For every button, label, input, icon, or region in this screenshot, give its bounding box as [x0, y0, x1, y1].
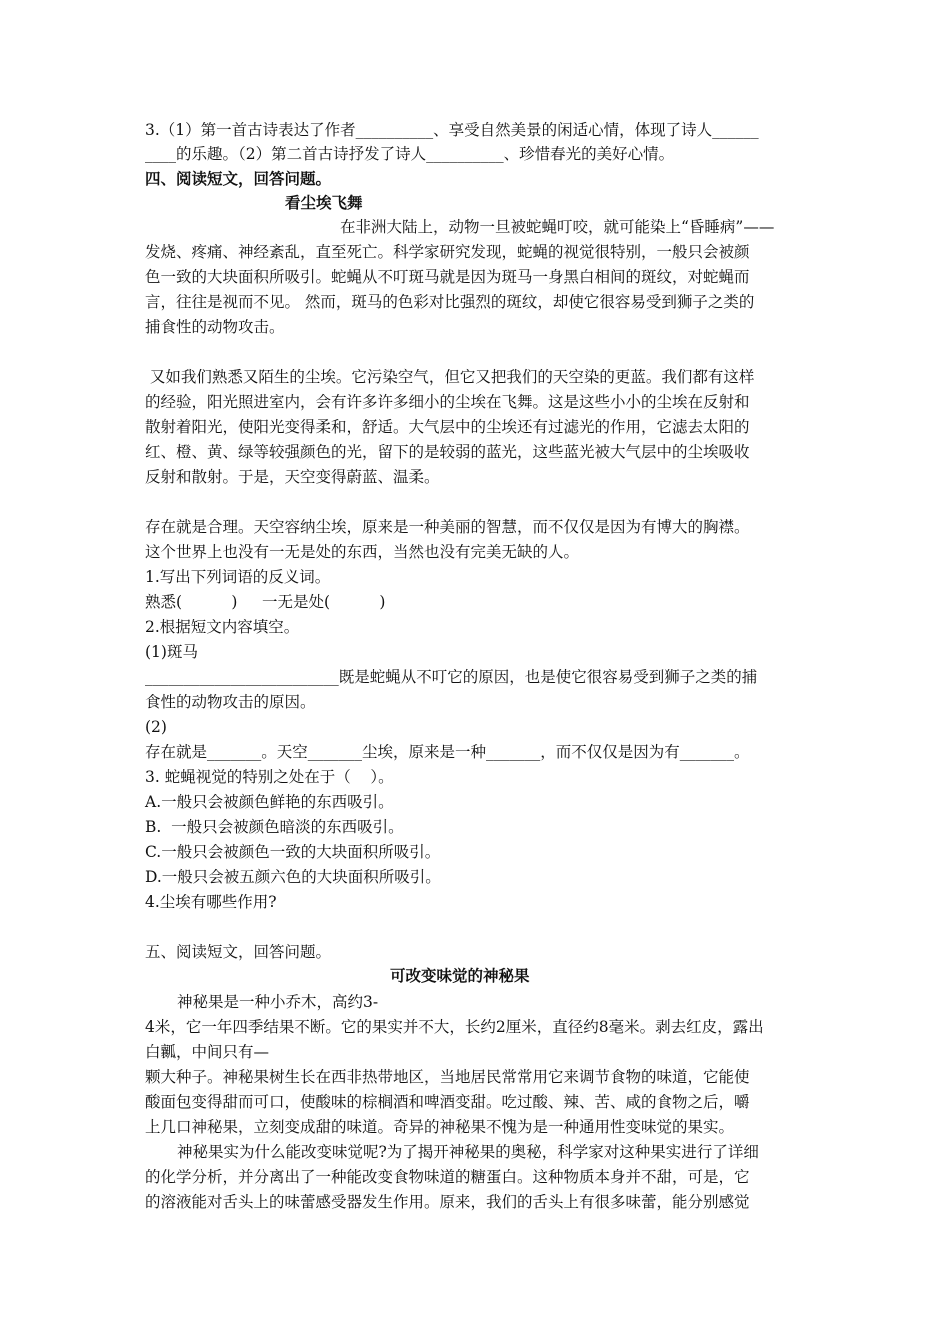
text-line: 神秘果是一种小乔木，高约3- — [177, 993, 379, 1011]
text-line: 4米，它一年四季结果不断。它的果实并不大，长约2厘米，直径约8毫米。剥去红皮，露出 — [145, 1018, 764, 1036]
text-line: 存在就是合理。天空容纳尘埃，原来是一种美丽的智慧，而不仅仅是因为有博大的胸襟。 — [145, 518, 750, 536]
text-line: _________________________既是蛇蝇从不叮它的原因，也是使它很容易受到狮子之类的捕 — [145, 668, 758, 686]
text-line: 白瓤，中间只有— — [145, 1043, 270, 1061]
question-1: 1.写出下列词语的反义词。 — [145, 568, 331, 586]
text-line: 存在就是_______。天空_______尘埃，原来是一种_______，而不仅仅是因为有_______。 — [145, 743, 750, 761]
passage-title: 看尘埃飞舞 — [285, 194, 363, 212]
text-line: 色一致的大块面积所吸引。蛇蝇从不叮斑马就是因为斑马一身黑白相间的斑纹，对蛇蝇而 — [145, 268, 750, 286]
passage-title: 可改变味觉的神秘果 — [390, 967, 530, 985]
text-line: 的经验，阳光照进室内，会有许多许多细小的尘埃在飞舞。这是这些小小的尘埃在反射和 — [145, 393, 750, 411]
text-line: 酸面包变得甜而可口，使酸味的棕榈酒和啤酒变甜。吃过酸、辣、苦、咸的食物之后，嚼 — [145, 1093, 750, 1111]
text-line: 上几口神秘果，立刻变成甜的味道。奇异的神秘果不愧为是一种通用性变味觉的果实。 — [145, 1118, 735, 1136]
text-line: 3.（1）第一首古诗表达了作者__________、享受自然美景的闲适心情，体现了诗人______ — [145, 121, 759, 139]
text-line: 散射着阳光，使阳光变得柔和，舒适。大气层中的尘埃还有过滤光的作用，它滤去太阳的 — [145, 418, 750, 436]
text-line: 又如我们熟悉又陌生的尘埃。它污染空气，但它又把我们的天空染的更蓝。我们都有这样 — [145, 368, 755, 386]
text-line: 这个世界上也没有一无是处的东西，当然也没有完美无缺的人。 — [145, 543, 580, 561]
text-line: 在非洲大陆上，动物一旦被蛇蝇叮咬，就可能染上“昏睡病”—— — [340, 218, 775, 236]
text-line: 红、橙、黄、绿等较强颜色的光，留下的是较弱的蓝光，这些蓝光被大气层中的尘埃吸收 — [145, 443, 750, 461]
section-heading: 四、阅读短文，回答问题。 — [145, 169, 332, 188]
text-line: 食性的动物攻击的原因。 — [145, 693, 316, 711]
answer-blanks: 熟悉( ) 一无是处( ) — [145, 593, 386, 611]
question-4: 4.尘埃有哪些作用? — [145, 893, 277, 911]
text-line: 捕食性的动物攻击。 — [145, 318, 285, 336]
question-2: 2.根据短文内容填空。 — [145, 618, 300, 636]
option-a: A.一般只会被颜色鲜艳的东西吸引。 — [145, 793, 394, 811]
option-c: C.一般只会被颜色一致的大块面积所吸引。 — [145, 843, 441, 861]
question-3: 3. 蛇蝇视觉的特别之处在于（ ）。 — [145, 768, 394, 786]
text-line: 神秘果实为什么能改变味觉呢?为了揭开神秘果的奥秘，科学家对这种果实进行了详细 — [177, 1143, 759, 1161]
text-line: 的化学分析，并分离出了一种能改变食物味道的糖蛋白。这种物质本身并不甜，可是，它 — [145, 1168, 750, 1186]
text-line: 的溶液能对舌头上的味蕾感受器发生作用。原来，我们的舌头上有很多味蕾，能分别感觉 — [145, 1193, 750, 1211]
option-b: B. 一般只会被颜色暗淡的东西吸引。 — [145, 818, 404, 836]
section-heading: 五、阅读短文，回答问题。 — [145, 943, 332, 961]
text-line: 发烧、疼痛、神经紊乱，直至死亡。科学家研究发现，蛇蝇的视觉很特别，一般只会被颜 — [145, 243, 750, 261]
text-line: 言，往往是视而不见。 然而，斑马的色彩对比强烈的斑纹，却使它很容易受到狮子之类的 — [145, 293, 755, 311]
text-line: 颗大种子。神秘果树生长在西非热带地区，当地居民常常用它来调节食物的味道，它能使 — [145, 1068, 750, 1086]
text-line: (2) — [145, 718, 167, 736]
text-line: (1)斑马 — [145, 643, 198, 661]
text-line: ____的乐趣。（2）第二首古诗抒发了诗人__________、珍惜春光的美好心情。 — [145, 145, 675, 163]
option-d: D.一般只会被五颜六色的大块面积所吸引。 — [145, 868, 441, 886]
text-line: 反射和散射。于是，天空变得蔚蓝、温柔。 — [145, 468, 440, 486]
